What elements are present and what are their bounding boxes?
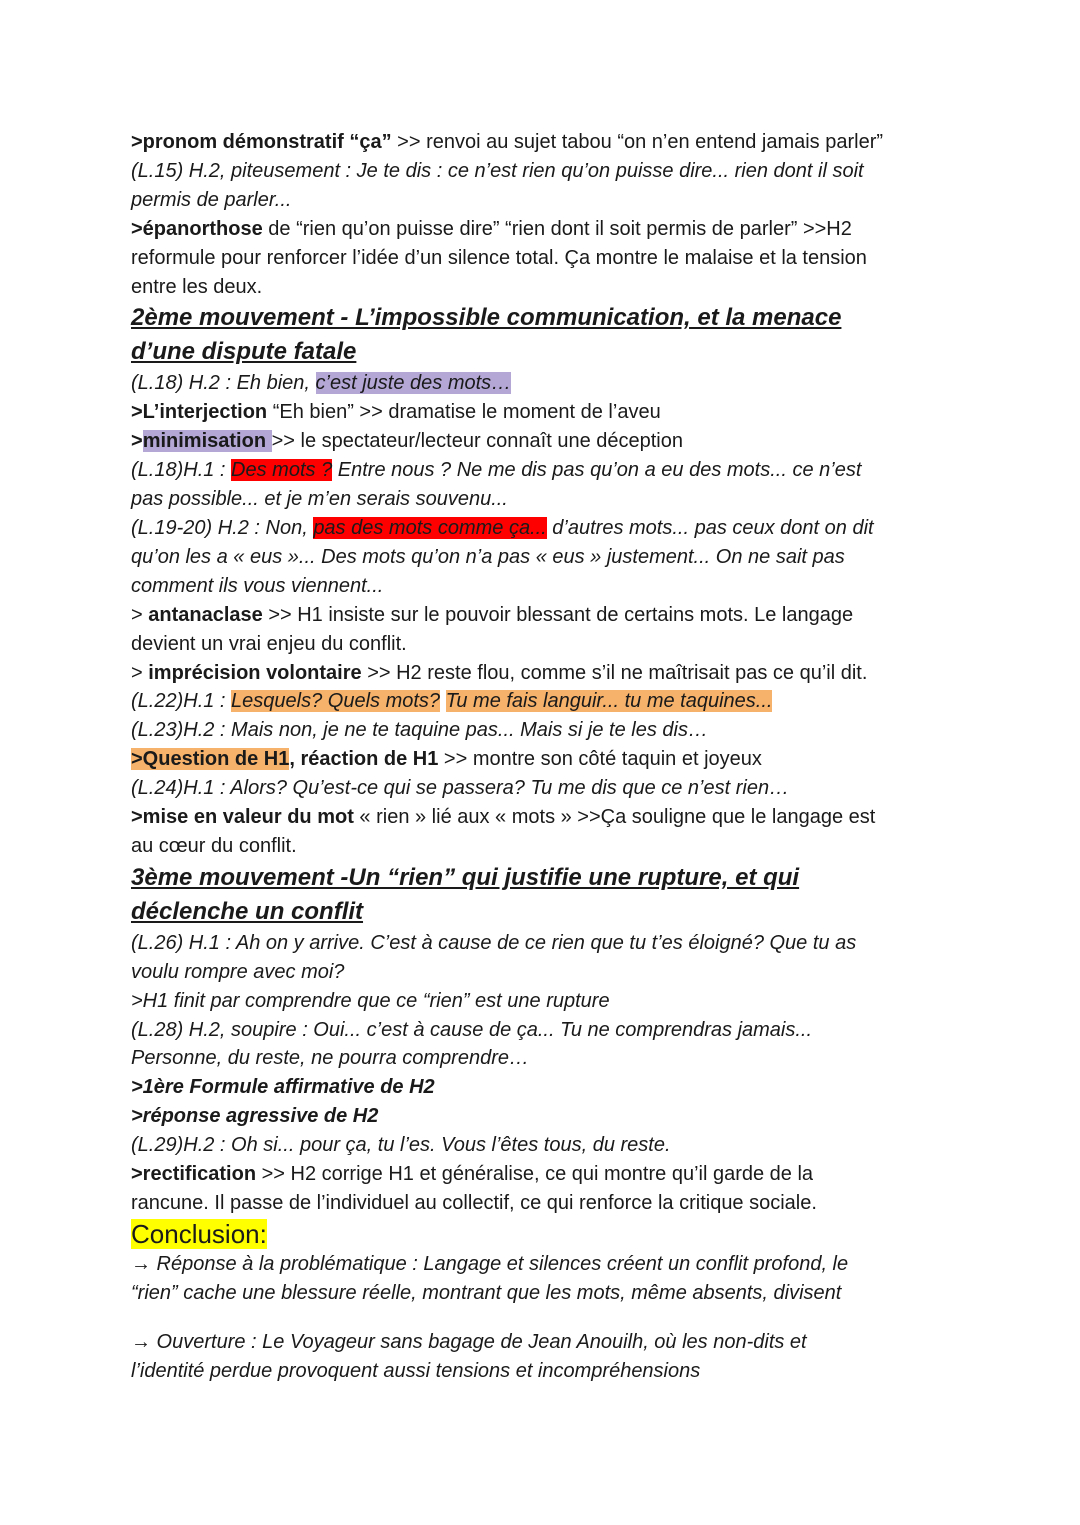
term: >mise en valeur du mot [131, 806, 354, 829]
quote-line: (L.15) H.2, piteusement : Je te dis : ce n’est rien qu’on puisse dire... rien dont il soit [131, 159, 864, 182]
text: (L.22)H.1 : [131, 690, 232, 713]
quote-line: (L.24)H.1 : Alors? Qu’est-ce qui se passera? Tu me dis que ce n’est rien… [131, 777, 790, 800]
highlight-orange: Lesquels? Quels mots? [231, 690, 441, 713]
text-line [131, 398, 961, 427]
quote-line: (L.26) H.1 : Ah on y arrive. C’est à cause de ce rien que tu t’es éloigné? Que tu as [131, 931, 857, 954]
text-line [131, 128, 961, 157]
text-line [131, 601, 961, 630]
conclusion-line: → Réponse à la problématique : Langage et silences créent un conflit profond, le [131, 1252, 849, 1275]
highlight-yellow: Conclusion: [131, 1218, 267, 1249]
text-line [131, 427, 961, 456]
text-line [131, 659, 961, 688]
text-line [131, 1160, 961, 1189]
text-line: devient un vrai enjeu du conflit. [131, 632, 407, 655]
section-heading-2: 2ème mouvement - L’impossible communication, et la menace [131, 304, 842, 332]
quote-line: (L.29)H.2 : Oh si... pour ça, tu l’es. Vous l’êtes tous, du reste. [131, 1134, 671, 1157]
text-line [131, 745, 961, 774]
quote-line [131, 687, 961, 716]
text: de “rien qu’on puisse dire” “rien dont il soit permis de parler” >>H2 [262, 217, 852, 240]
term: >rectification [131, 1163, 257, 1186]
highlight-orange: >Question de H1 [131, 748, 290, 771]
quote-line: comment ils vous viennent... [131, 574, 384, 597]
text: >> renvoi au sujet tabou “on n’en entend jamais parler” [391, 131, 884, 153]
quote-line [131, 514, 961, 543]
quote-line: qu’on les a « eus »... Des mots qu’on n’a pas « eus » justement... On ne sait pas [131, 545, 845, 568]
text: >> H1 insiste sur le pouvoir blessant de certains mots. Le langage [262, 603, 854, 626]
section-heading-2-cont: d’une dispute fatale [131, 338, 357, 366]
quote-line [131, 369, 961, 398]
text-line [131, 215, 961, 244]
text: >> le spectateur/lecteur connaît une déception [271, 430, 683, 453]
highlight-purple: minimisation [142, 430, 272, 453]
term: >L’interjection [131, 401, 268, 424]
text-line: reformule pour renforcer l’idée d’un silence total. Ça montre le malaise et la tension [131, 246, 867, 269]
text-line [131, 803, 961, 832]
term: réaction de H1 [300, 748, 439, 771]
quote-line: (L.28) H.2, soupire : Oui... c’est à cause de ça... Tu ne comprendras jamais... [131, 1018, 813, 1041]
quote-line: Personne, du reste, ne pourra comprendre… [131, 1047, 529, 1070]
opening-line: → Ouverture : Le Voyageur sans bagage de Jean Anouilh, où les non-dits et [131, 1330, 807, 1353]
highlight-red: pas des mots comme ça... [313, 516, 547, 539]
text: (L.18) H.2 : Eh bien, [131, 372, 316, 395]
text: « rien » lié aux « mots » >>Ça souligne que le langage est [353, 806, 876, 829]
text-line: rancune. Il passe de l’individuel au collectif, ce qui renforce la critique sociale. [131, 1192, 817, 1214]
quote-line: >H1 finit par comprendre que ce “rien” est une rupture [131, 989, 610, 1012]
text: (L.18)H.1 : [131, 459, 232, 482]
term-line: >1ère Formule affirmative de H2 [131, 1076, 435, 1099]
text: d’autres mots... pas ceux dont on dit [546, 516, 874, 539]
text: >> H2 corrige H1 et généralise, ce qui montre qu’il garde de la [256, 1163, 814, 1186]
quote-line: pas possible... et je m’en serais souvenu... [131, 488, 508, 511]
text: Entre nous ? Ne me dis pas qu’on a eu des mots... ce n’est [332, 459, 862, 482]
quote-line: (L.23)H.2 : Mais non, je ne te taquine pas... Mais si je te les dis… [131, 719, 708, 742]
text: >> H2 reste flou, comme s’il ne maîtrisait pas ce qu’il dit. [361, 661, 868, 684]
section-heading-3: 3ème mouvement -Un “rien” qui justifie une rupture, et qui [131, 863, 800, 891]
quote-line [131, 456, 961, 485]
highlight-orange: Tu me fais languir... tu me taquines... [445, 690, 773, 713]
highlight-red: Des mots ? [231, 459, 333, 482]
spacer [131, 1308, 961, 1328]
quote-line: voulu rompre avec moi? [131, 960, 345, 983]
opening-line: l’identité perdue provoquent aussi tensions et incompréhensions [131, 1359, 701, 1382]
term: >épanorthose [131, 217, 263, 240]
text: (L.19-20) H.2 : Non, [131, 516, 314, 539]
text: > [131, 603, 149, 626]
term-line: >réponse agressive de H2 [131, 1105, 379, 1128]
text: >> [438, 748, 473, 771]
text-line: entre les deux. [131, 275, 263, 298]
conclusion-heading [131, 1218, 961, 1250]
section-heading-3-cont: déclenche un conflit [131, 897, 364, 925]
text [440, 690, 446, 712]
text: > [131, 661, 149, 684]
term: imprécision volontaire [148, 661, 362, 684]
text-line: au cœur du conflit. [131, 834, 297, 857]
document-page [131, 128, 961, 1386]
quote-line: permis de parler... [131, 188, 292, 211]
highlight-purple: c’est juste des mots… [315, 372, 512, 395]
conclusion-line: “rien” cache une blessure réelle, montrant que les mots, même absents, divisent [131, 1281, 842, 1304]
text: , [289, 748, 301, 771]
term: >pronom démonstratif “ça” [131, 131, 392, 153]
text: > [131, 430, 143, 453]
term: antanaclase [148, 603, 263, 626]
text: montre son côté taquin et joyeux [472, 748, 762, 771]
text: “Eh bien” >> dramatise le moment de l’aveu [267, 401, 661, 424]
